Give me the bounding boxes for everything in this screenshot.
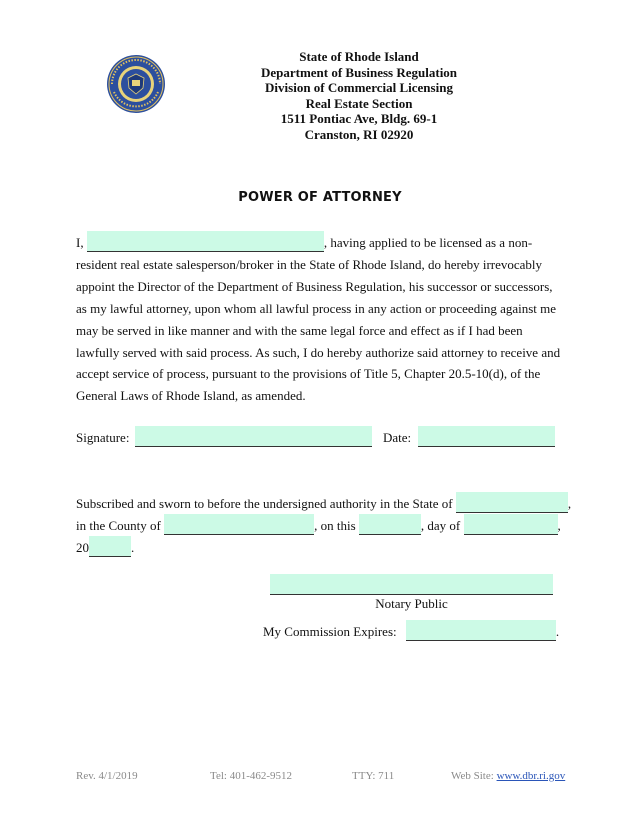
date-field[interactable] [418,426,555,447]
signature-field[interactable] [135,426,372,447]
header-street: 1511 Pontiac Ave, Bldg. 69-1 [280,111,438,126]
period: . [555,624,560,639]
county-label: in the County of [76,518,161,533]
day-of-label: , day of [420,518,461,533]
footer-revision: Rev. 4/1/2019 [76,770,138,782]
website-link[interactable]: www.dbr.ri.gov [496,770,566,782]
date-label: Date: [382,430,412,445]
month-field[interactable] [464,514,558,535]
header-division: Division of Commercial Licensing [265,80,453,95]
year-prefix: 20 [76,540,89,555]
commission-label: My Commission Expires: [263,624,397,639]
header-state: State of Rhode Island [299,49,419,64]
header-section: Real Estate Section [305,95,413,111]
year-field[interactable] [89,536,131,557]
document-title: POWER OF ATTORNEY [238,190,402,205]
period: . [131,540,135,555]
body-prefix: I, [76,235,84,250]
sworn-line-2 [76,514,561,536]
sworn-line-3 [76,536,134,558]
day-field[interactable] [359,514,421,535]
footer-tty: TTY: 711 [352,770,395,782]
commission-row [263,620,559,642]
footer-website [451,770,565,782]
comma: , [557,518,561,533]
on-this-label: , on this [314,518,356,533]
header-department: Department of Business Regulation [260,64,458,80]
state-field[interactable] [456,492,568,513]
body-text: , having applied to be licensed as a non-resident real estate salesperson/broker in the State of Rhode Island, do hereby irrevocably appoint the Director of the Department of Business Regulation, his successor or successors, as my lawful attorney, upon whom all lawful process in any action or proceeding against me may be served in like manner and with the same legal force and effect as if I had been lawfully served with said process. As such, I do hereby authorize said attorney to receive and accept service of process, pursuant to the provisions of Title 5, Chapter 20.5-10(d), of the General Laws of Rhode Island, as amended. [76,235,561,404]
power-of-attorney-statement [76,231,566,407]
commission-expires-field[interactable] [406,620,556,641]
signature-label: Signature: [76,430,130,445]
agency-address-block [200,49,518,142]
county-field[interactable] [164,514,314,535]
applicant-name-field[interactable] [87,231,324,252]
header-city: Cranston, RI 02920 [304,126,414,142]
notary-signature-field[interactable] [270,574,553,595]
comma: , [567,496,572,511]
department-seal-icon [106,54,166,114]
footer-telephone: Tel: 401-462-9512 [210,770,293,782]
notary-public-label: Notary Public [375,596,448,611]
signature-row [76,426,555,448]
sworn-statement: Subscribed and sworn to before the undersigned authority in the State of [76,496,453,511]
sworn-line-1 [76,492,571,514]
website-label: Web Site: [451,770,494,782]
